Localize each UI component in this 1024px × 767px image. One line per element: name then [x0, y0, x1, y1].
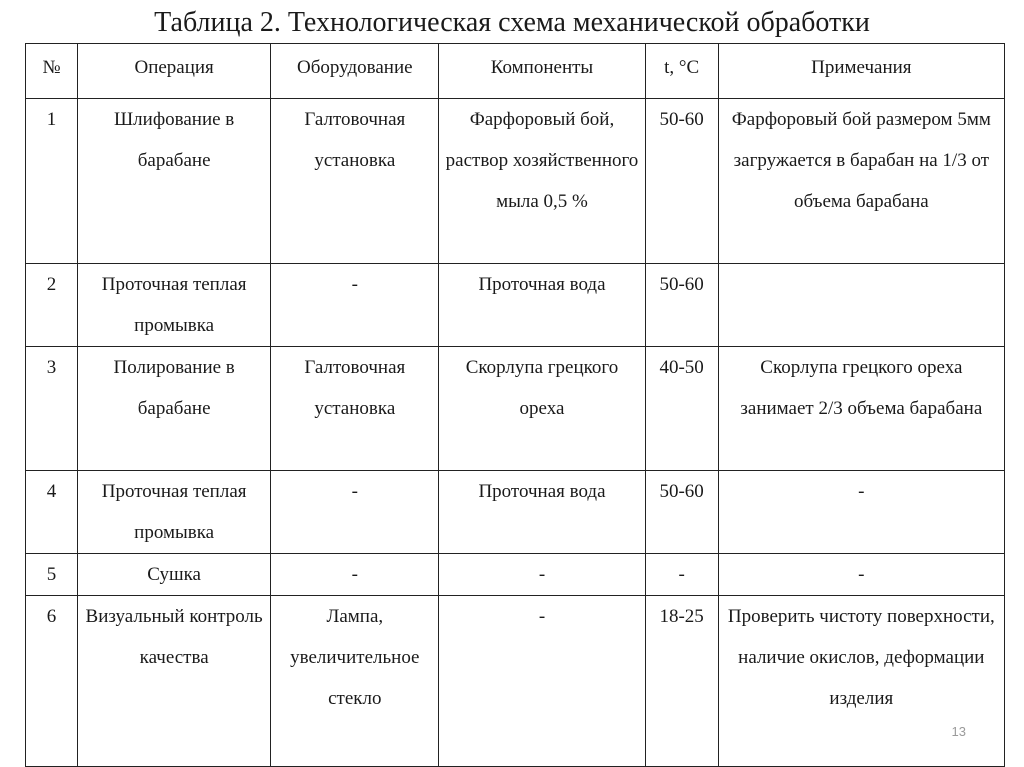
cell-components: - [439, 554, 645, 596]
table-row [26, 596, 1005, 767]
cell-equipment: Галтовочная установка [271, 99, 439, 264]
cell-components: Фарфоровый бой, раствор хозяйственного мыла 0,5 % [439, 99, 645, 264]
header-operation: Операция [78, 44, 271, 99]
cell-operation: Полирование в барабане [78, 347, 271, 471]
cell-equipment: - [271, 554, 439, 596]
cell-notes [718, 264, 1004, 347]
cell-operation: Проточная теплая промывка [78, 471, 271, 554]
page-title: Таблица 2. Технологическая схема механической обработки [154, 7, 870, 38]
cell-operation: Сушка [78, 554, 271, 596]
page-number: 13 [951, 724, 966, 739]
cell-operation: Шлифование в барабане [78, 99, 271, 264]
cell-number: 6 [26, 596, 78, 767]
table-row [26, 99, 1005, 264]
cell-components: Проточная вода [439, 471, 645, 554]
header-components: Компоненты [439, 44, 645, 99]
cell-number: 4 [26, 471, 78, 554]
process-table [25, 43, 1005, 767]
table-row [26, 471, 1005, 554]
cell-notes: Проверить чистоту поверхности, наличие окислов, деформации изделия [718, 596, 1004, 767]
cell-equipment: - [271, 264, 439, 347]
header-equipment: Оборудование [271, 44, 439, 99]
cell-temperature: - [645, 554, 718, 596]
header-notes: Примечания [718, 44, 1004, 99]
cell-operation: Проточная теплая промывка [78, 264, 271, 347]
cell-components: - [439, 596, 645, 767]
cell-temperature: 50-60 [645, 99, 718, 264]
table-header-row [26, 44, 1005, 99]
cell-number: 3 [26, 347, 78, 471]
header-temperature: t, °C [645, 44, 718, 99]
cell-notes: Фарфоровый бой размером 5мм загружается в барабан на 1/3 от объема барабана [718, 99, 1004, 264]
table-row [26, 264, 1005, 347]
cell-temperature: 40-50 [645, 347, 718, 471]
cell-temperature: 50-60 [645, 471, 718, 554]
header-number: № [26, 44, 78, 99]
cell-number: 2 [26, 264, 78, 347]
cell-equipment: Галтовочная установка [271, 347, 439, 471]
table-row [26, 347, 1005, 471]
cell-equipment: Лампа, увеличительное стекло [271, 596, 439, 767]
table-row [26, 554, 1005, 596]
cell-equipment: - [271, 471, 439, 554]
cell-notes: Скорлупа грецкого ореха занимает 2/3 объема барабана [718, 347, 1004, 471]
cell-notes: - [718, 471, 1004, 554]
cell-notes: - [718, 554, 1004, 596]
cell-temperature: 50-60 [645, 264, 718, 347]
cell-temperature: 18-25 [645, 596, 718, 767]
cell-number: 1 [26, 99, 78, 264]
cell-components: Скорлупа грецкого ореха [439, 347, 645, 471]
cell-components: Проточная вода [439, 264, 645, 347]
cell-operation: Визуальный контроль качества [78, 596, 271, 767]
cell-number: 5 [26, 554, 78, 596]
